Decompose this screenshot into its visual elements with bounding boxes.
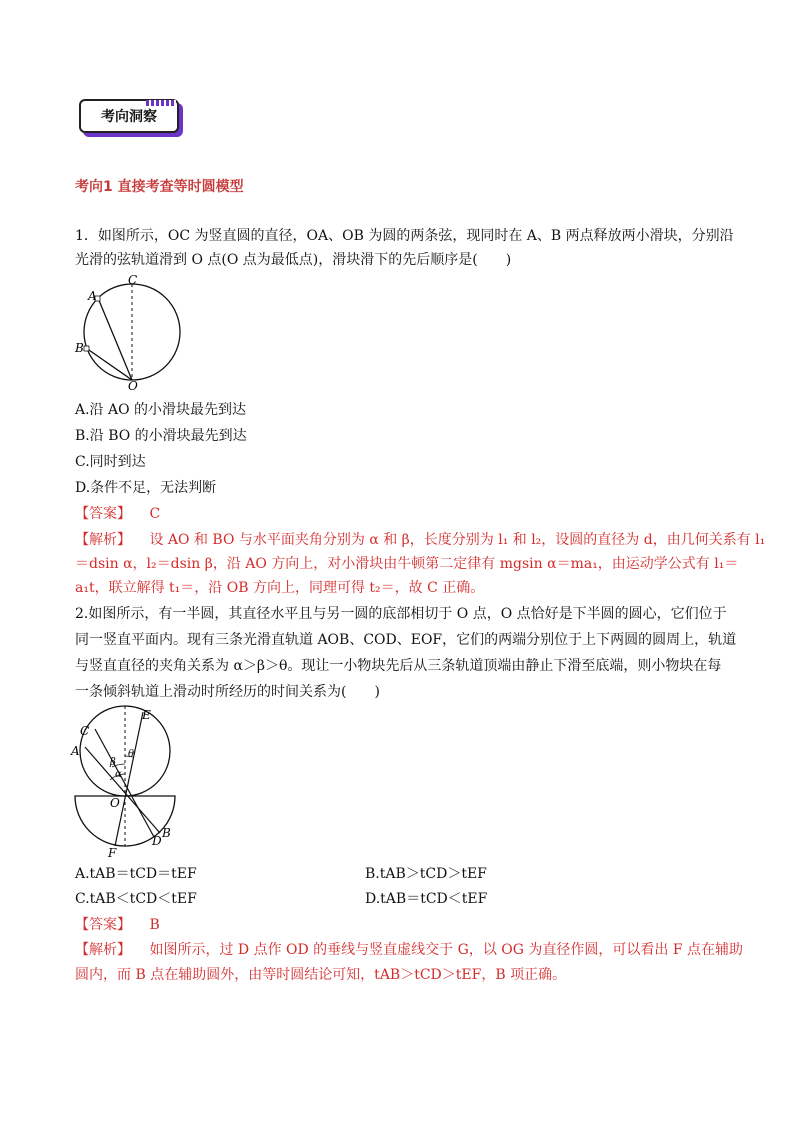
q2-analysis-line1: 如图所示，过 D 点作 OD 的垂线与竖直虚线交于 G，以 OG 为直径作圆，可以看出 F 点在辅助 xyxy=(149,942,743,958)
q1-option-a: A.沿 AO 的小滑块最先到达 xyxy=(75,402,247,418)
q1-analysis-tag: 【解析】 xyxy=(75,532,131,548)
q1-analysis-line2: ＝dsin α，l₂＝dsin β，沿 AO 方向上，对小滑块由牛顿第二定律有 mgsin α＝ma₁，由运动学公式有 l₁＝ xyxy=(75,556,739,572)
section-heading: 考向1 直接考查等时圆模型 xyxy=(75,179,244,195)
q1-option-d: D.条件不足，无法判断 xyxy=(75,480,217,496)
q1-label-o: O xyxy=(128,379,138,390)
q2-analysis-line2: 圆内，而 B 点在辅助圆外，由等时圆结论可知，tAB＞tCD＞tEF，B 项正确。 xyxy=(75,967,567,983)
q2-stem-line2: 同一竖直平面内。现有三条光滑直轨道 AOB、COD、EOF，它们的两端分别位于上下两圆的圆周上，轨道 xyxy=(75,632,737,648)
q2-answer-value: B xyxy=(149,917,160,933)
q2-answer-tag: 【答案】 xyxy=(75,917,131,933)
q1-label-a: A xyxy=(88,289,97,303)
q1-circle-diagram xyxy=(74,274,184,390)
q2-option-a: A.tAB＝tCD＝tEF xyxy=(75,866,197,882)
q1-analysis-row1 xyxy=(75,530,765,550)
q1-option-c: C.同时到达 xyxy=(75,454,146,470)
badge-label: 考向洞察 xyxy=(101,109,157,125)
q1-label-b: B xyxy=(75,341,84,355)
q2-analysis-tag: 【解析】 xyxy=(75,942,131,958)
q1-analysis-line1: 设 AO 和 BO 与水平面夹角分别为 α 和 β，长度分别为 l₁ 和 l₂，设圆的直径为 d，由几何关系有 l₁ xyxy=(149,532,766,548)
q2-stem-line4: 一条倾斜轨道上滑动时所经历的时间关系为( ) xyxy=(75,684,380,700)
q1-answer-row xyxy=(75,504,160,524)
q2-label-e: E xyxy=(142,708,151,722)
q2-answer-row xyxy=(75,915,160,935)
q2-label-alpha: α xyxy=(115,769,122,780)
badge-decoration xyxy=(146,100,176,106)
q2-two-circles-diagram xyxy=(70,705,180,857)
q2-label-a: A xyxy=(71,744,80,758)
q2-stem-line3: 与竖直直径的夹角关系为 α＞β＞θ。现让一小物块先后从三条轨道顶端由静止下滑至底端，则小物块在每 xyxy=(75,658,722,674)
q2-label-o: O xyxy=(110,796,120,810)
q1-stem-line1: 1．如图所示，OC 为竖直圆的直径，OA、OB 为圆的两条弦，现同时在 A、B 两点释放两小滑块，分别沿 xyxy=(75,228,734,244)
q2-analysis-row1 xyxy=(75,940,743,960)
q2-label-c: C xyxy=(80,724,90,738)
q2-option-d: D.tAB＝tCD＜tEF xyxy=(365,891,488,907)
q1-option-b: B.沿 BO 的小滑块最先到达 xyxy=(75,428,247,444)
q1-analysis-line3: a₁t，联立解得 t₁＝，沿 OB 方向上，同理可得 t₂＝，故 C 正确。 xyxy=(75,580,485,596)
q2-label-beta: β xyxy=(110,757,116,768)
q2-label-d: D xyxy=(152,834,162,848)
q1-answer-tag: 【答案】 xyxy=(75,506,131,522)
q2-label-b: B xyxy=(162,826,171,840)
q2-option-c: C.tAB＜tCD＜tEF xyxy=(75,891,197,907)
q2-label-theta: θ xyxy=(128,749,135,760)
q2-label-f: F xyxy=(108,846,117,857)
q2-stem-line1: 2.如图所示，有一半圆，其直径水平且与另一圆的底部相切于 O 点，O 点恰好是下半圆的圆心，它们位于 xyxy=(75,606,727,622)
q2-option-b: B.tAB＞tCD＞tEF xyxy=(365,866,487,882)
q1-stem-line2: 光滑的弦轨道滑到 O 点(O 点为最低点)，滑块滑下的先后顺序是( ) xyxy=(75,252,512,268)
q1-label-c: C xyxy=(128,274,138,287)
q1-answer-value: C xyxy=(149,506,161,522)
